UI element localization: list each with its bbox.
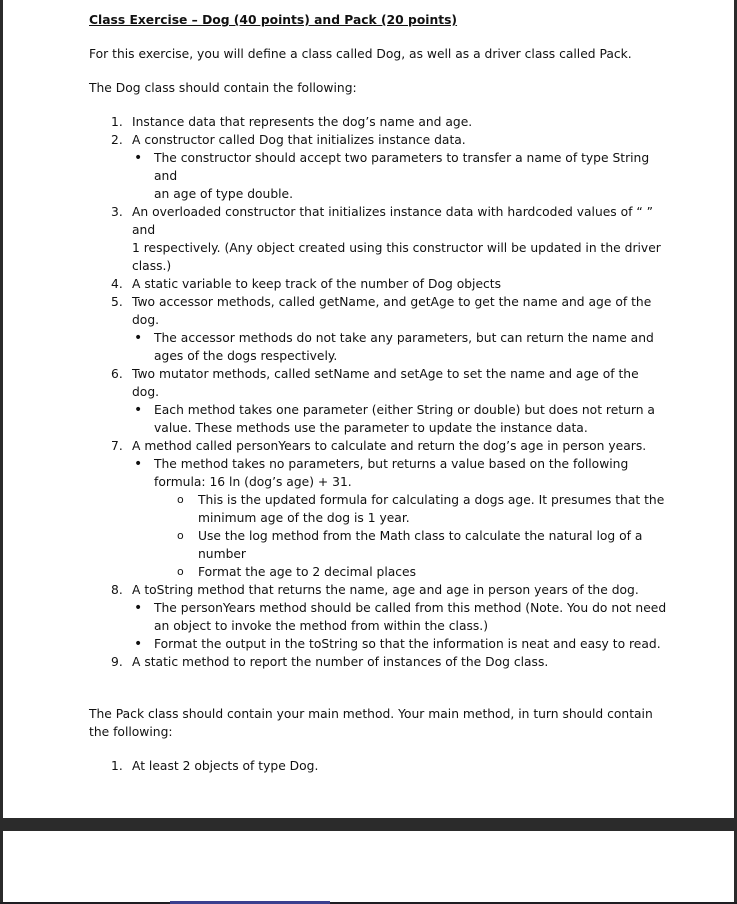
sub-list-item-continuation: an age of type double. [154, 187, 294, 201]
list-item: 8. A toString method that returns the name, age and age in person years of the dog. [111, 583, 639, 597]
bullet-icon: • [134, 330, 143, 346]
dog-class-intro: The Dog class should contain the following: [89, 81, 357, 95]
sub-list-item: • The personYears method should be called from this method (Note. You do not need [134, 600, 667, 616]
list-item: 1. Instance data that represents the dog’s name and age. [111, 115, 473, 129]
sub-list-item: • The accessor methods do not take any parameters, but can return the name and [134, 330, 654, 346]
list-item: 1. At least 2 objects of type Dog. [111, 759, 319, 773]
pack-requirements-list [89, 757, 669, 775]
list-item: 6. Two mutator methods, called setName and setAge to set the name and age of the dog. [111, 367, 639, 399]
sub-sub-list-item-continuation: minimum age of the dog is 1 year. [198, 511, 410, 525]
circle-bullet-icon: o [177, 529, 184, 542]
sub-sub-list-item-continuation: number [198, 547, 246, 561]
circle-bullet-icon: o [177, 565, 184, 578]
bullet-icon: • [134, 600, 143, 616]
list-item-continuation: 1 respectively. (Any object created using this constructor will be updated in the driver [132, 241, 661, 255]
page-content [89, 11, 669, 775]
sub-list-item: • The constructor should accept two parameters to transfer a name of type String and [134, 150, 650, 183]
list-item-continuation: class.) [132, 259, 172, 273]
next-page [3, 831, 734, 902]
list-item: 4. A static variable to keep track of the number of Dog objects [111, 277, 502, 291]
bullet-icon: • [134, 456, 143, 472]
pack-class-intro: The Pack class should contain your main method. Your main method, in turn should contain the following: [89, 707, 653, 739]
bullet-icon: • [134, 636, 143, 652]
sub-sub-list-item: o This is the updated formula for calculating a dogs age. It presumes that the [177, 493, 665, 507]
circle-bullet-icon: o [177, 493, 184, 506]
list-item: 2. A constructor called Dog that initializes instance data. [111, 133, 466, 147]
list-item: 7. A method called personYears to calculate and return the dog’s age in person years. [111, 439, 647, 453]
sub-list-item-continuation: value. These methods use the parameter to update the instance data. [154, 421, 588, 435]
list-item: 3. An overloaded constructor that initializes instance data with hardcoded values of “ ” and [111, 205, 654, 237]
sub-sub-list-item: o Use the log method from the Math class to calculate the natural log of a [177, 529, 643, 543]
list-item: 5. Two accessor methods, called getName, and getAge to get the name and age of the dog. [111, 295, 652, 327]
list-item: 9. A static method to report the number of instances of the Dog class. [111, 655, 549, 669]
sub-list-item: • Format the output in the toString so that the information is neat and easy to read. [134, 636, 661, 652]
sub-sub-list-item: o Format the age to 2 decimal places [177, 565, 417, 579]
bullet-icon: • [134, 150, 143, 166]
document-page [3, 0, 734, 818]
bullet-icon: • [134, 402, 143, 418]
sub-list-item-continuation: ages of the dogs respectively. [154, 349, 338, 363]
page-title: Class Exercise – Dog (40 points) and Pack (20 points) [89, 13, 458, 27]
intro-paragraph: For this exercise, you will define a class called Dog, as well as a driver class called Pack. [89, 47, 632, 61]
dog-requirements-list [89, 113, 669, 671]
sub-list-item-continuation: an object to invoke the method from within the class.) [154, 619, 489, 633]
sub-list-item: • Each method takes one parameter (either String or double) but does not return a [134, 402, 655, 418]
sub-list-item: • The method takes no parameters, but returns a value based on the following [134, 456, 629, 472]
sub-list-item-continuation: formula: 16 ln (dog’s age) + 31. [154, 475, 352, 489]
